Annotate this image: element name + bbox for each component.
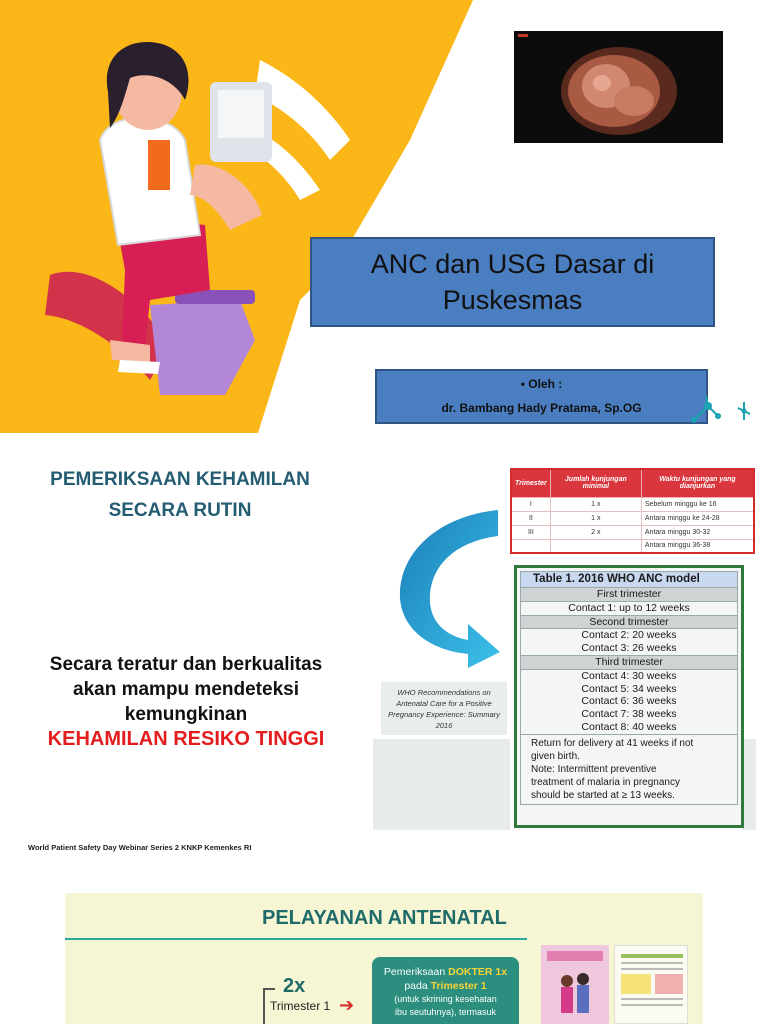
box-mid: pada [404,980,431,992]
author-name: dr. Bambang Hady Pratama, Sp.OG [441,401,642,415]
table-row [511,511,754,525]
body-line-1: Secara teratur dan berkualitas [49,654,323,675]
table-cell: Antara minggu 36-38 [641,539,754,553]
slide2-heading [20,464,340,526]
title-box [310,237,715,327]
background-band [373,739,510,830]
molecule-icon [688,394,760,426]
contact-row [521,669,738,734]
contact-line: Contact 2: 20 weeks [581,629,677,642]
note-line: given birth. [531,750,580,762]
body-line-3: kemungkinan [124,704,248,725]
slide2-body [16,652,356,752]
slide-title [0,0,768,433]
fetus-3d-render [514,31,723,143]
box-trimester: Trimester 1 [430,980,487,992]
table-row [511,525,754,539]
box-small-2: ibu seutuhnya), termasuk [394,1007,497,1017]
family-illustration [541,945,609,1024]
section-second-trimester: Second trimester [521,615,738,629]
slide-routine-exam [0,442,768,862]
section-third-trimester: Third trimester [521,655,738,669]
arrow-right-icon: ➔ [339,995,355,1016]
background-band [742,739,756,830]
body-line-2: akan mampu mendeteksi [73,679,299,700]
contact-line: Contact 6: 36 weeks [581,695,677,708]
table-cell: I [511,497,550,511]
table-cell: Antara minggu ke 24-28 [641,511,754,525]
table-cell: II [511,511,550,525]
table-cell: 2 x [550,525,641,539]
heading-line-1: PEMERIKSAAN KEHAMILAN [50,469,310,490]
contact-row [521,629,738,656]
trimester-label: Trimester 1 [270,999,331,1013]
contact-line: Contact 7: 38 weeks [581,708,677,721]
slide-antenatal-service [65,893,703,1024]
table-row [511,497,754,511]
table-cell: Sebelum minggu ke 16 [641,497,754,511]
ultrasound-marker [518,34,528,37]
table-cell: 1 x [550,511,641,525]
table-cell [550,539,641,553]
section-first-trimester: First trimester [521,588,738,602]
table-cell: III [511,525,550,539]
heading-line-2: SECARA RUTIN [108,500,252,521]
box-pre: Pemeriksaan [383,966,449,978]
table-cell: 1 x [550,497,641,511]
contact-line: Contact 8: 40 weeks [581,720,677,733]
contact-line: Contact 4: 30 weeks [581,669,677,682]
form-illustration [615,946,689,1024]
table-header-row [511,469,754,497]
presentation-title: ANC dan USG Dasar di Puskesmas [370,249,655,315]
box-doctor: DOKTER 1x [448,966,508,978]
kia-book-page [614,945,688,1024]
note-line: Note: Intermittent preventive [531,763,657,775]
author-label-line: • Oleh : [520,377,563,391]
who-table [520,571,738,805]
box-line-2 [378,979,513,993]
note-line: treatment of malaria in pregnancy [531,776,680,788]
contact-row: Contact 1: up to 12 weeks [521,601,738,615]
contact-line: Contact 5: 34 weeks [581,682,677,695]
title-underline [65,938,527,940]
curved-arrow-icon [398,508,500,668]
header-recommended-time: Waktu kunjungan yang dianjurkan [641,469,754,497]
who-anc-model-table [514,565,744,828]
contact-line: Contact 3: 26 weeks [581,642,677,655]
who-reference-box [381,682,507,735]
doctor-exam-box [372,957,519,1024]
slide3-title: PELAYANAN ANTENATAL [262,907,507,929]
who-reference-text: WHO Recommendations on Antenatal Care for a Positive Pregnancy Experience: Summary 2016 [388,687,500,730]
note-line: should be started at ≥ 13 weeks. [531,789,675,801]
footnote: World Patient Safety Day Webinar Series 2 KNKP Kemenkes RI [28,843,252,852]
table-caption: Table 1. 2016 WHO ANC model [521,572,738,588]
author-label: Oleh : [528,377,563,391]
box-small-1: (untuk skrining kesehatan [394,994,497,1004]
table-note [521,734,738,804]
indonesia-anc-table [510,468,755,554]
high-risk-highlight: KEHAMILAN RESIKO TINGGI [47,728,325,750]
author-box [375,369,708,424]
kia-book-cover [541,945,609,1024]
table-cell [511,539,550,553]
note-line: Return for delivery at 41 weeks if not [531,737,694,749]
box-line-1 [378,965,513,979]
table-cell: Antara minggu 30-32 [641,525,754,539]
ultrasound-image [514,31,723,143]
visit-count: 2x [283,975,306,997]
table-row [511,539,754,553]
header-min-visits: Jumlah kunjungan minimal [550,469,641,497]
header-trimester: Trimester [511,469,550,497]
